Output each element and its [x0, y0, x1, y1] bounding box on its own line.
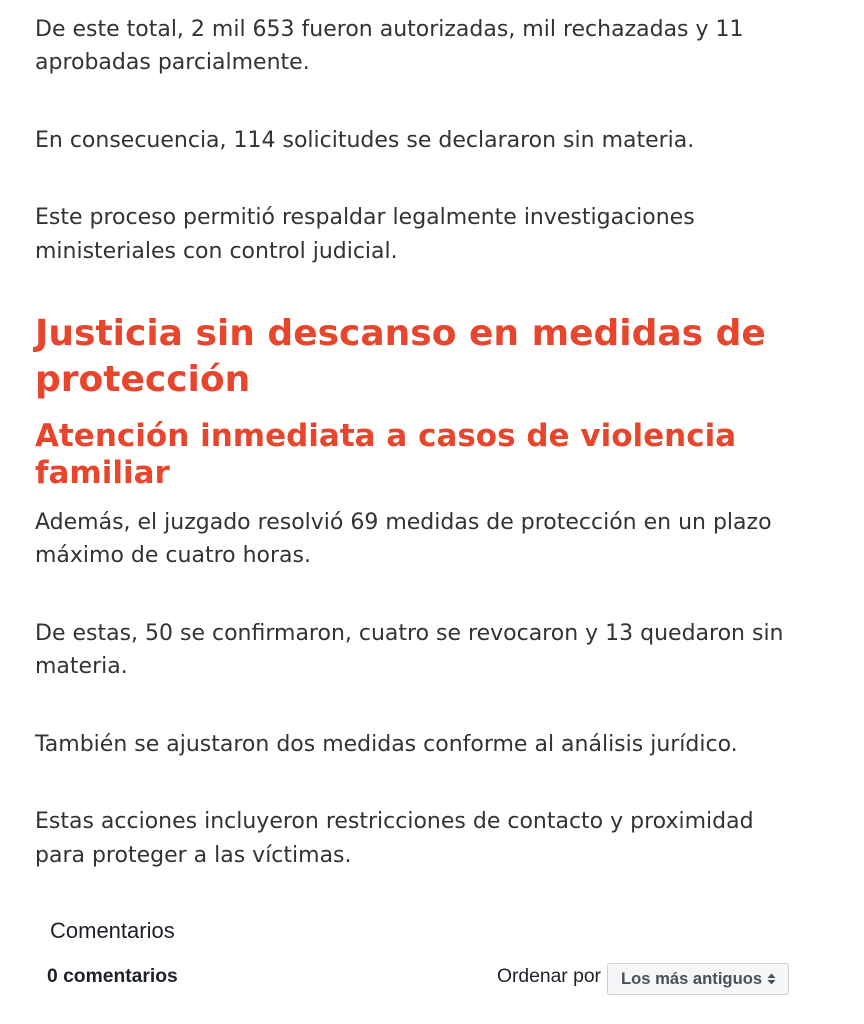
subsection-heading: Atención inmediata a casos de violencia familiar	[35, 417, 737, 491]
article-paragraph: También se ajustaron dos medidas conforme al análisis jurídico.	[35, 731, 738, 757]
comments-count: 0 comentarios	[47, 966, 178, 987]
sort-label: Ordenar por	[497, 966, 601, 987]
article-paragraph: De estas, 50 se confirmaron, cuatro se revocaron y 13 quedaron sin materia.	[35, 620, 784, 679]
article-paragraph: Este proceso permitió respaldar legalmente investigaciones ministeriales con control judicial.	[35, 205, 695, 264]
article-paragraph: En consecuencia, 114 solicitudes se declararon sin materia.	[35, 127, 695, 153]
article-paragraph: Además, el juzgado resolvió 69 medidas de protección en un plazo máximo de cuatro horas.	[35, 509, 772, 568]
section-heading: Justicia sin descanso en medidas de protección	[35, 312, 766, 400]
sort-select[interactable]	[607, 963, 789, 995]
up-down-arrows-icon	[767, 973, 776, 985]
comments-title: Comentarios	[50, 918, 175, 943]
article-paragraph: Estas acciones incluyeron restricciones de contacto y proximidad para proteger a las víctimas.	[35, 809, 754, 868]
sort-select-value: Los más antiguos	[621, 969, 763, 988]
comments-section	[0, 900, 864, 1010]
article-paragraph: De este total, 2 mil 653 fueron autorizadas, mil rechazadas y 11 aprobadas parcialmente.	[35, 16, 744, 75]
article-body	[35, 0, 798, 916]
